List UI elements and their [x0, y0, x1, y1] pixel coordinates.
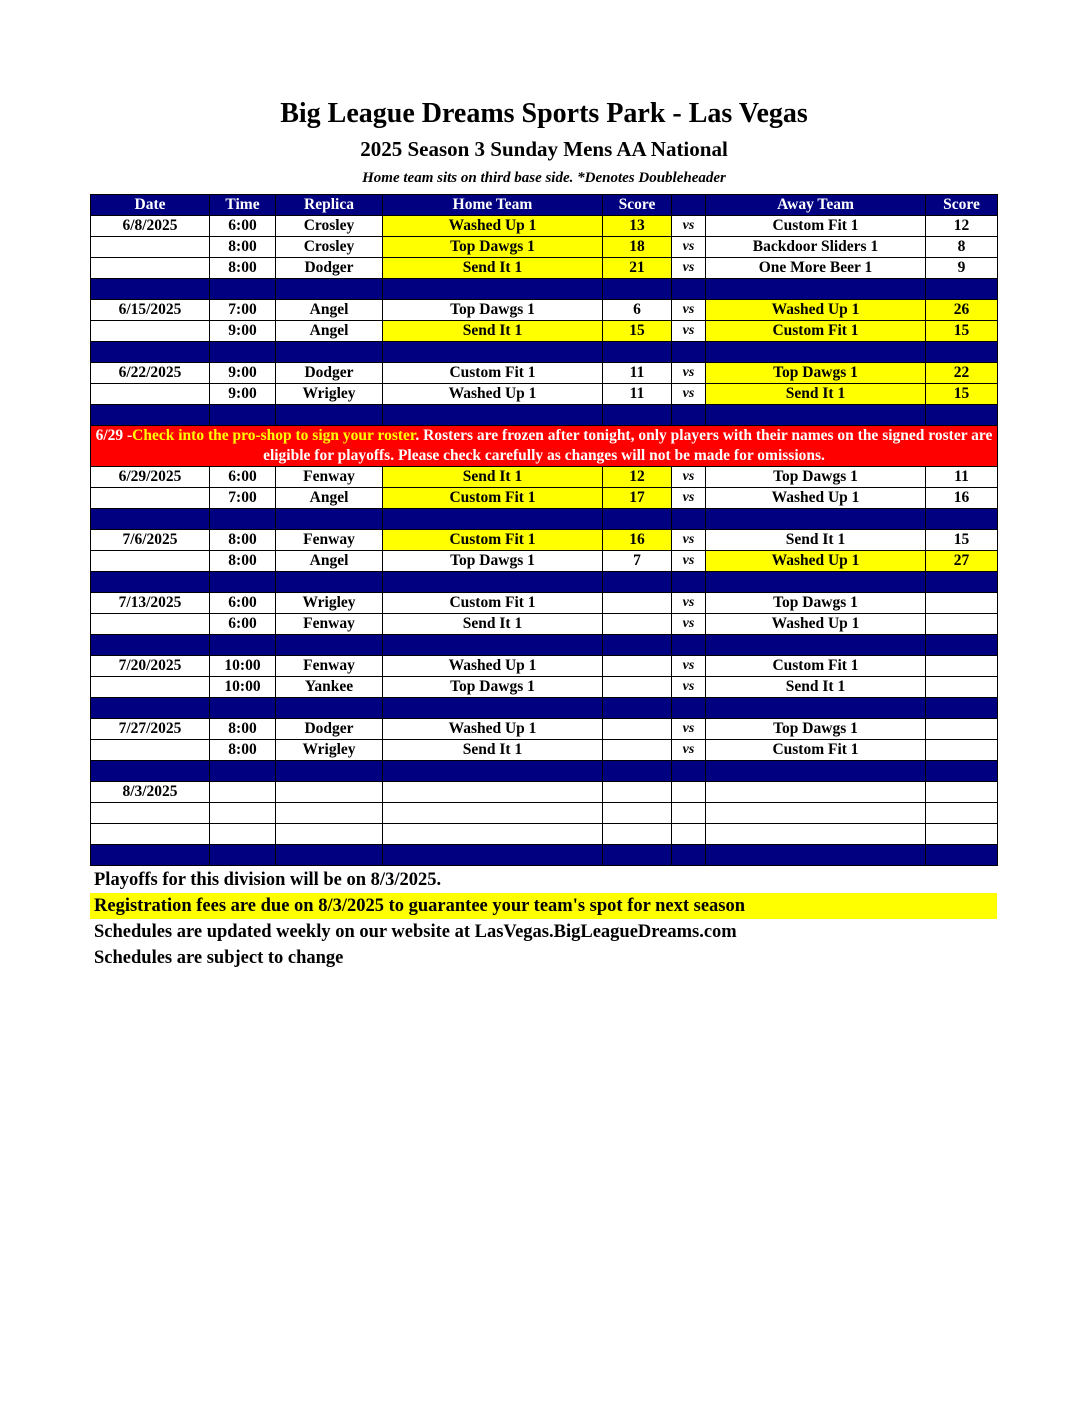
- separator-cell: [672, 342, 706, 363]
- cell-vs: vs: [672, 656, 706, 677]
- cell-away: Top Dawgs 1: [706, 593, 926, 614]
- cell-hscore: [603, 677, 672, 698]
- separator-cell: [383, 509, 603, 530]
- separator-cell: [603, 635, 672, 656]
- page-subtitle: 2025 Season 3 Sunday Mens AA National: [360, 137, 728, 161]
- cell-time: 7:00: [210, 300, 276, 321]
- cell-replica: Fenway: [276, 614, 383, 635]
- cell-time: 8:00: [210, 551, 276, 572]
- separator-cell: [210, 405, 276, 426]
- cell-hscore: 21: [603, 258, 672, 279]
- notice-warning: Check into the pro-shop to sign your roster: [132, 427, 416, 444]
- cell-date: [91, 803, 210, 824]
- separator-cell: [706, 509, 926, 530]
- separator-cell: [91, 635, 210, 656]
- cell-vs: vs: [672, 614, 706, 635]
- col-header-home-score: Score: [603, 195, 672, 216]
- separator-cell: [926, 509, 998, 530]
- cell-ascore: [926, 719, 998, 740]
- separator-cell: [210, 845, 276, 866]
- cell-away: One More Beer 1: [706, 258, 926, 279]
- cell-ascore: [926, 824, 998, 845]
- cell-hscore: 11: [603, 384, 672, 405]
- separator-cell: [276, 342, 383, 363]
- cell-date: 8/3/2025: [91, 782, 210, 803]
- cell-home: Send It 1: [383, 467, 603, 488]
- separator-cell: [926, 845, 998, 866]
- separator-cell: [706, 342, 926, 363]
- separator-cell: [706, 635, 926, 656]
- cell-vs: vs: [672, 551, 706, 572]
- table-row: [91, 677, 998, 698]
- cell-vs: vs: [672, 363, 706, 384]
- separator-cell: [210, 342, 276, 363]
- table-row: [91, 551, 998, 572]
- cell-vs: vs: [672, 237, 706, 258]
- cell-replica: Dodger: [276, 258, 383, 279]
- cell-replica: Crosley: [276, 237, 383, 258]
- table-row: [91, 782, 998, 803]
- cell-away: [706, 824, 926, 845]
- separator-row: [91, 405, 998, 426]
- cell-ascore: 26: [926, 300, 998, 321]
- cell-replica: [276, 782, 383, 803]
- playoffs-note: Playoffs for this division will be on 8/3/2025.: [94, 870, 442, 890]
- cell-ascore: 15: [926, 321, 998, 342]
- separator-cell: [706, 405, 926, 426]
- separator-cell: [210, 761, 276, 782]
- separator-cell: [603, 279, 672, 300]
- table-row: [91, 593, 998, 614]
- separator-cell: [706, 572, 926, 593]
- col-header-home-team: Home Team: [383, 195, 603, 216]
- cell-hscore: [603, 824, 672, 845]
- cell-hscore: [603, 593, 672, 614]
- cell-ascore: 12: [926, 216, 998, 237]
- separator-cell: [672, 572, 706, 593]
- cell-time: 8:00: [210, 740, 276, 761]
- cell-hscore: [603, 803, 672, 824]
- cell-date: 7/13/2025: [91, 593, 210, 614]
- cell-replica: Fenway: [276, 530, 383, 551]
- cell-away: Send It 1: [706, 677, 926, 698]
- cell-ascore: 8: [926, 237, 998, 258]
- cell-replica: [276, 824, 383, 845]
- cell-home: [383, 803, 603, 824]
- cell-vs: vs: [672, 300, 706, 321]
- cell-date: [91, 321, 210, 342]
- separator-cell: [672, 405, 706, 426]
- cell-vs: vs: [672, 530, 706, 551]
- cell-vs: vs: [672, 216, 706, 237]
- cell-away: Top Dawgs 1: [706, 363, 926, 384]
- cell-replica: [276, 803, 383, 824]
- separator-row: [91, 572, 998, 593]
- cell-replica: Angel: [276, 488, 383, 509]
- separator-cell: [210, 635, 276, 656]
- cell-time: 10:00: [210, 677, 276, 698]
- cell-home: [383, 782, 603, 803]
- cell-date: 6/8/2025: [91, 216, 210, 237]
- schedule-table: [90, 194, 998, 866]
- cell-replica: Dodger: [276, 363, 383, 384]
- cell-home: Custom Fit 1: [383, 530, 603, 551]
- cell-ascore: 22: [926, 363, 998, 384]
- cell-home: [383, 824, 603, 845]
- cell-vs: [672, 803, 706, 824]
- cell-replica: Wrigley: [276, 384, 383, 405]
- cell-vs: vs: [672, 677, 706, 698]
- separator-cell: [603, 509, 672, 530]
- cell-home: Send It 1: [383, 321, 603, 342]
- cell-vs: vs: [672, 488, 706, 509]
- table-row: [91, 656, 998, 677]
- separator-cell: [91, 698, 210, 719]
- notice-date: 6/29 -: [95, 427, 133, 444]
- cell-ascore: [926, 656, 998, 677]
- cell-ascore: 11: [926, 467, 998, 488]
- table-row: [91, 803, 998, 824]
- separator-row: [91, 279, 998, 300]
- table-row: [91, 530, 998, 551]
- col-header-time: Time: [210, 195, 276, 216]
- separator-cell: [706, 761, 926, 782]
- cell-ascore: [926, 782, 998, 803]
- separator-cell: [91, 845, 210, 866]
- cell-home: Send It 1: [383, 614, 603, 635]
- table-row: [91, 216, 998, 237]
- separator-cell: [276, 509, 383, 530]
- cell-replica: Fenway: [276, 656, 383, 677]
- separator-cell: [672, 279, 706, 300]
- separator-cell: [926, 405, 998, 426]
- cell-replica: Yankee: [276, 677, 383, 698]
- cell-date: 6/29/2025: [91, 467, 210, 488]
- separator-cell: [926, 572, 998, 593]
- notice-text: . Rosters are frozen after tonight, only players with their names on the signed roster are eligible for playoffs. Please check carefully as changes will not be made for omissions.: [263, 427, 993, 464]
- cell-home: Top Dawgs 1: [383, 551, 603, 572]
- cell-date: [91, 824, 210, 845]
- cell-home: Top Dawgs 1: [383, 237, 603, 258]
- cell-replica: Dodger: [276, 719, 383, 740]
- separator-cell: [91, 342, 210, 363]
- cell-vs: [672, 782, 706, 803]
- cell-vs: vs: [672, 593, 706, 614]
- separator-cell: [91, 279, 210, 300]
- cell-date: [91, 677, 210, 698]
- table-row: [91, 258, 998, 279]
- table-row: [91, 719, 998, 740]
- cell-date: [91, 488, 210, 509]
- separator-cell: [383, 342, 603, 363]
- col-header-date: Date: [91, 195, 210, 216]
- cell-hscore: 13: [603, 216, 672, 237]
- cell-home: Custom Fit 1: [383, 488, 603, 509]
- cell-vs: vs: [672, 740, 706, 761]
- separator-cell: [672, 635, 706, 656]
- separator-cell: [276, 405, 383, 426]
- col-header-away-team: Away Team: [706, 195, 926, 216]
- cell-away: Washed Up 1: [706, 551, 926, 572]
- cell-hscore: [603, 740, 672, 761]
- table-row: [91, 300, 998, 321]
- cell-hscore: 18: [603, 237, 672, 258]
- cell-away: Washed Up 1: [706, 488, 926, 509]
- separator-cell: [926, 698, 998, 719]
- cell-away: Backdoor Sliders 1: [706, 237, 926, 258]
- separator-row: [91, 342, 998, 363]
- cell-date: [91, 740, 210, 761]
- separator-cell: [210, 698, 276, 719]
- separator-cell: [91, 572, 210, 593]
- table-row: [91, 467, 998, 488]
- separator-cell: [276, 279, 383, 300]
- cell-home: Top Dawgs 1: [383, 677, 603, 698]
- table-row: [91, 384, 998, 405]
- cell-time: 9:00: [210, 384, 276, 405]
- website-note: Schedules are updated weekly on our website at LasVegas.BigLeagueDreams.com: [94, 922, 737, 942]
- cell-time: 6:00: [210, 467, 276, 488]
- table-row: [91, 363, 998, 384]
- separator-row: [91, 845, 998, 866]
- cell-vs: vs: [672, 719, 706, 740]
- cell-ascore: [926, 614, 998, 635]
- table-row: [91, 614, 998, 635]
- cell-time: [210, 782, 276, 803]
- cell-away: Washed Up 1: [706, 614, 926, 635]
- cell-hscore: 11: [603, 363, 672, 384]
- separator-cell: [672, 761, 706, 782]
- separator-cell: [383, 635, 603, 656]
- cell-hscore: [603, 719, 672, 740]
- separator-cell: [603, 572, 672, 593]
- cell-vs: vs: [672, 258, 706, 279]
- separator-cell: [383, 572, 603, 593]
- cell-date: 6/15/2025: [91, 300, 210, 321]
- cell-hscore: 16: [603, 530, 672, 551]
- cell-vs: vs: [672, 467, 706, 488]
- roster-notice-row: [91, 426, 998, 467]
- cell-ascore: 15: [926, 384, 998, 405]
- separator-cell: [926, 342, 998, 363]
- cell-ascore: 9: [926, 258, 998, 279]
- cell-vs: vs: [672, 321, 706, 342]
- cell-time: [210, 824, 276, 845]
- separator-cell: [383, 279, 603, 300]
- separator-cell: [603, 845, 672, 866]
- registration-note: Registration fees are due on 8/3/2025 to guarantee your team's spot for next season: [90, 893, 997, 919]
- table-row: [91, 237, 998, 258]
- separator-row: [91, 761, 998, 782]
- cell-replica: Wrigley: [276, 740, 383, 761]
- cell-replica: Angel: [276, 321, 383, 342]
- separator-cell: [672, 698, 706, 719]
- cell-home: Send It 1: [383, 740, 603, 761]
- cell-away: Custom Fit 1: [706, 740, 926, 761]
- separator-cell: [672, 509, 706, 530]
- cell-date: 7/20/2025: [91, 656, 210, 677]
- separator-cell: [276, 698, 383, 719]
- cell-date: [91, 614, 210, 635]
- cell-home: Washed Up 1: [383, 384, 603, 405]
- separator-cell: [276, 761, 383, 782]
- separator-cell: [383, 845, 603, 866]
- cell-hscore: 17: [603, 488, 672, 509]
- cell-away: Send It 1: [706, 384, 926, 405]
- separator-cell: [383, 405, 603, 426]
- separator-cell: [706, 698, 926, 719]
- cell-date: 6/22/2025: [91, 363, 210, 384]
- table-row: [91, 321, 998, 342]
- separator-cell: [383, 761, 603, 782]
- separator-row: [91, 635, 998, 656]
- cell-home: Washed Up 1: [383, 656, 603, 677]
- table-header-row: [91, 195, 998, 216]
- cell-replica: Crosley: [276, 216, 383, 237]
- cell-time: 8:00: [210, 258, 276, 279]
- separator-cell: [706, 279, 926, 300]
- separator-cell: [603, 698, 672, 719]
- cell-hscore: 7: [603, 551, 672, 572]
- page-title: Big League Dreams Sports Park - Las Vegas: [280, 98, 808, 129]
- table-row: [91, 824, 998, 845]
- separator-cell: [926, 279, 998, 300]
- cell-time: 9:00: [210, 321, 276, 342]
- doubleheader-note: Home team sits on third base side. *Denotes Doubleheader: [362, 170, 726, 186]
- separator-cell: [91, 405, 210, 426]
- cell-hscore: 12: [603, 467, 672, 488]
- separator-cell: [276, 635, 383, 656]
- separator-cell: [91, 509, 210, 530]
- cell-time: 7:00: [210, 488, 276, 509]
- table-row: [91, 488, 998, 509]
- cell-date: 7/27/2025: [91, 719, 210, 740]
- cell-hscore: [603, 614, 672, 635]
- cell-time: 6:00: [210, 593, 276, 614]
- cell-away: [706, 782, 926, 803]
- cell-date: [91, 384, 210, 405]
- cell-vs: [672, 824, 706, 845]
- roster-notice: [91, 426, 998, 467]
- change-note: Schedules are subject to change: [94, 948, 344, 968]
- cell-ascore: 16: [926, 488, 998, 509]
- cell-time: 10:00: [210, 656, 276, 677]
- separator-cell: [276, 572, 383, 593]
- cell-time: 8:00: [210, 237, 276, 258]
- separator-cell: [603, 342, 672, 363]
- cell-ascore: [926, 593, 998, 614]
- cell-hscore: [603, 656, 672, 677]
- separator-cell: [210, 279, 276, 300]
- cell-date: [91, 258, 210, 279]
- separator-cell: [672, 845, 706, 866]
- separator-cell: [91, 761, 210, 782]
- cell-time: 6:00: [210, 614, 276, 635]
- cell-away: Top Dawgs 1: [706, 719, 926, 740]
- cell-replica: Angel: [276, 551, 383, 572]
- separator-cell: [210, 509, 276, 530]
- cell-time: 8:00: [210, 719, 276, 740]
- cell-date: [91, 551, 210, 572]
- separator-row: [91, 509, 998, 530]
- cell-away: Custom Fit 1: [706, 216, 926, 237]
- table-row: [91, 740, 998, 761]
- separator-cell: [706, 845, 926, 866]
- cell-date: 7/6/2025: [91, 530, 210, 551]
- cell-home: Washed Up 1: [383, 216, 603, 237]
- cell-date: [91, 237, 210, 258]
- cell-ascore: [926, 740, 998, 761]
- schedule-body: [91, 216, 998, 866]
- separator-cell: [926, 761, 998, 782]
- cell-time: [210, 803, 276, 824]
- cell-home: Custom Fit 1: [383, 593, 603, 614]
- cell-ascore: [926, 677, 998, 698]
- cell-vs: vs: [672, 384, 706, 405]
- cell-time: 8:00: [210, 530, 276, 551]
- cell-home: Washed Up 1: [383, 719, 603, 740]
- cell-replica: Fenway: [276, 467, 383, 488]
- col-header-away-score: Score: [926, 195, 998, 216]
- separator-cell: [603, 761, 672, 782]
- cell-ascore: [926, 803, 998, 824]
- col-header-vs: [672, 195, 706, 216]
- cell-away: Custom Fit 1: [706, 321, 926, 342]
- footer-notes: [90, 867, 997, 971]
- cell-away: Custom Fit 1: [706, 656, 926, 677]
- cell-away: Top Dawgs 1: [706, 467, 926, 488]
- separator-cell: [603, 405, 672, 426]
- cell-replica: Wrigley: [276, 593, 383, 614]
- separator-row: [91, 698, 998, 719]
- cell-ascore: 15: [926, 530, 998, 551]
- cell-hscore: 6: [603, 300, 672, 321]
- separator-cell: [276, 845, 383, 866]
- cell-home: Custom Fit 1: [383, 363, 603, 384]
- cell-away: [706, 803, 926, 824]
- cell-away: Send It 1: [706, 530, 926, 551]
- cell-hscore: 15: [603, 321, 672, 342]
- cell-time: 6:00: [210, 216, 276, 237]
- cell-replica: Angel: [276, 300, 383, 321]
- cell-away: Washed Up 1: [706, 300, 926, 321]
- separator-cell: [210, 572, 276, 593]
- separator-cell: [926, 635, 998, 656]
- cell-time: 9:00: [210, 363, 276, 384]
- separator-cell: [383, 698, 603, 719]
- cell-home: Send It 1: [383, 258, 603, 279]
- cell-hscore: [603, 782, 672, 803]
- cell-ascore: 27: [926, 551, 998, 572]
- col-header-replica: Replica: [276, 195, 383, 216]
- cell-home: Top Dawgs 1: [383, 300, 603, 321]
